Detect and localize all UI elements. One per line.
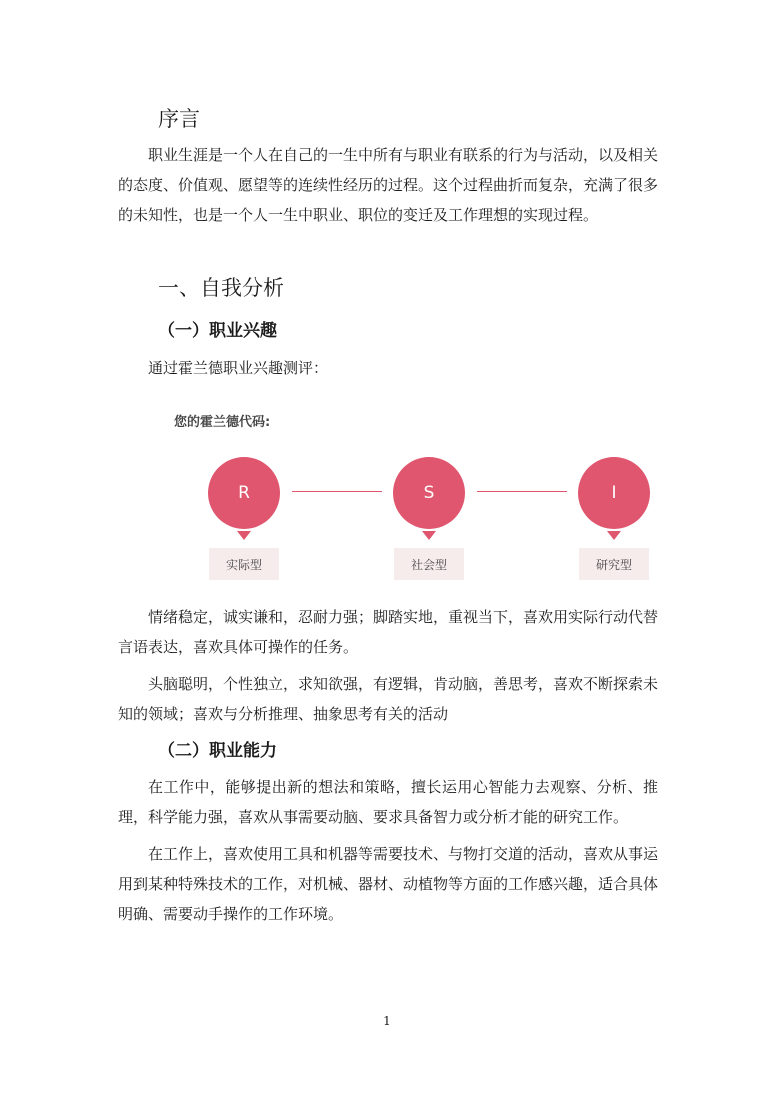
holland-code-circle: R: [208, 457, 280, 529]
pointer-icon: [422, 531, 436, 540]
subsection-title-ability: （二）职业能力: [158, 741, 277, 761]
holland-type-label: 实际型: [209, 548, 279, 580]
holland-node-r: [208, 457, 280, 529]
pointer-icon: [607, 531, 621, 540]
interest-paragraph: 头脑聪明，个性独立，求知欲强，有逻辑，肯动脑，善思考，喜欢不断探索未知的领域；喜欢与分析推理、抽象思考有关的活动: [118, 675, 659, 723]
ability-paragraph: 在工作上，喜欢使用工具和机器等需要技术、与物打交道的活动，喜欢从事运用到某种特殊技术的工作，对机械、器材、动植物等方面的工作感兴趣，适合具体明确、需要动手操作的工作环境。: [118, 845, 659, 923]
holland-type-label: 社会型: [394, 548, 464, 580]
holland-code-circle: S: [393, 457, 465, 529]
pointer-icon: [237, 531, 251, 540]
ability-paragraph: 在工作中，能够提出新的想法和策略，擅长运用心智能力去观察、分析、推理，科学能力强，喜欢从事需要动脑、要求具备智力或分析才能的研究工作。: [118, 778, 658, 826]
interest-paragraph: 情绪稳定，诚实谦和，忍耐力强；脚踏实地，重视当下，喜欢用实际行动代替言语表达，喜欢具体可操作的任务。: [118, 608, 659, 656]
connector-line: [292, 491, 382, 492]
section-title-self-analysis: 一、自我分析: [158, 276, 284, 300]
holland-intro: 通过霍兰德职业兴趣测评：: [148, 359, 329, 377]
holland-node-s: [393, 457, 465, 529]
holland-type-label: 研究型: [579, 548, 649, 580]
holland-code-title: 您的霍兰德代码:: [174, 415, 271, 430]
preface-paragraph: 职业生涯是一个人在自己的一生中所有与职业有联系的行为与活动，以及相关的态度、价值观、愿望等的连续性经历的过程。这个过程曲折而复杂，充满了很多的未知性，也是一个人一生中职业、职位的变迁及工作理想的实现过程。: [118, 146, 659, 224]
holland-node-i: [578, 457, 650, 529]
holland-code-circle: I: [578, 457, 650, 529]
subsection-title-interest: （一）职业兴趣: [158, 321, 277, 341]
connector-line: [477, 491, 567, 492]
preface-title: 序言: [158, 107, 200, 131]
holland-code-figure: [170, 405, 670, 590]
page-number: 1: [383, 1014, 391, 1028]
